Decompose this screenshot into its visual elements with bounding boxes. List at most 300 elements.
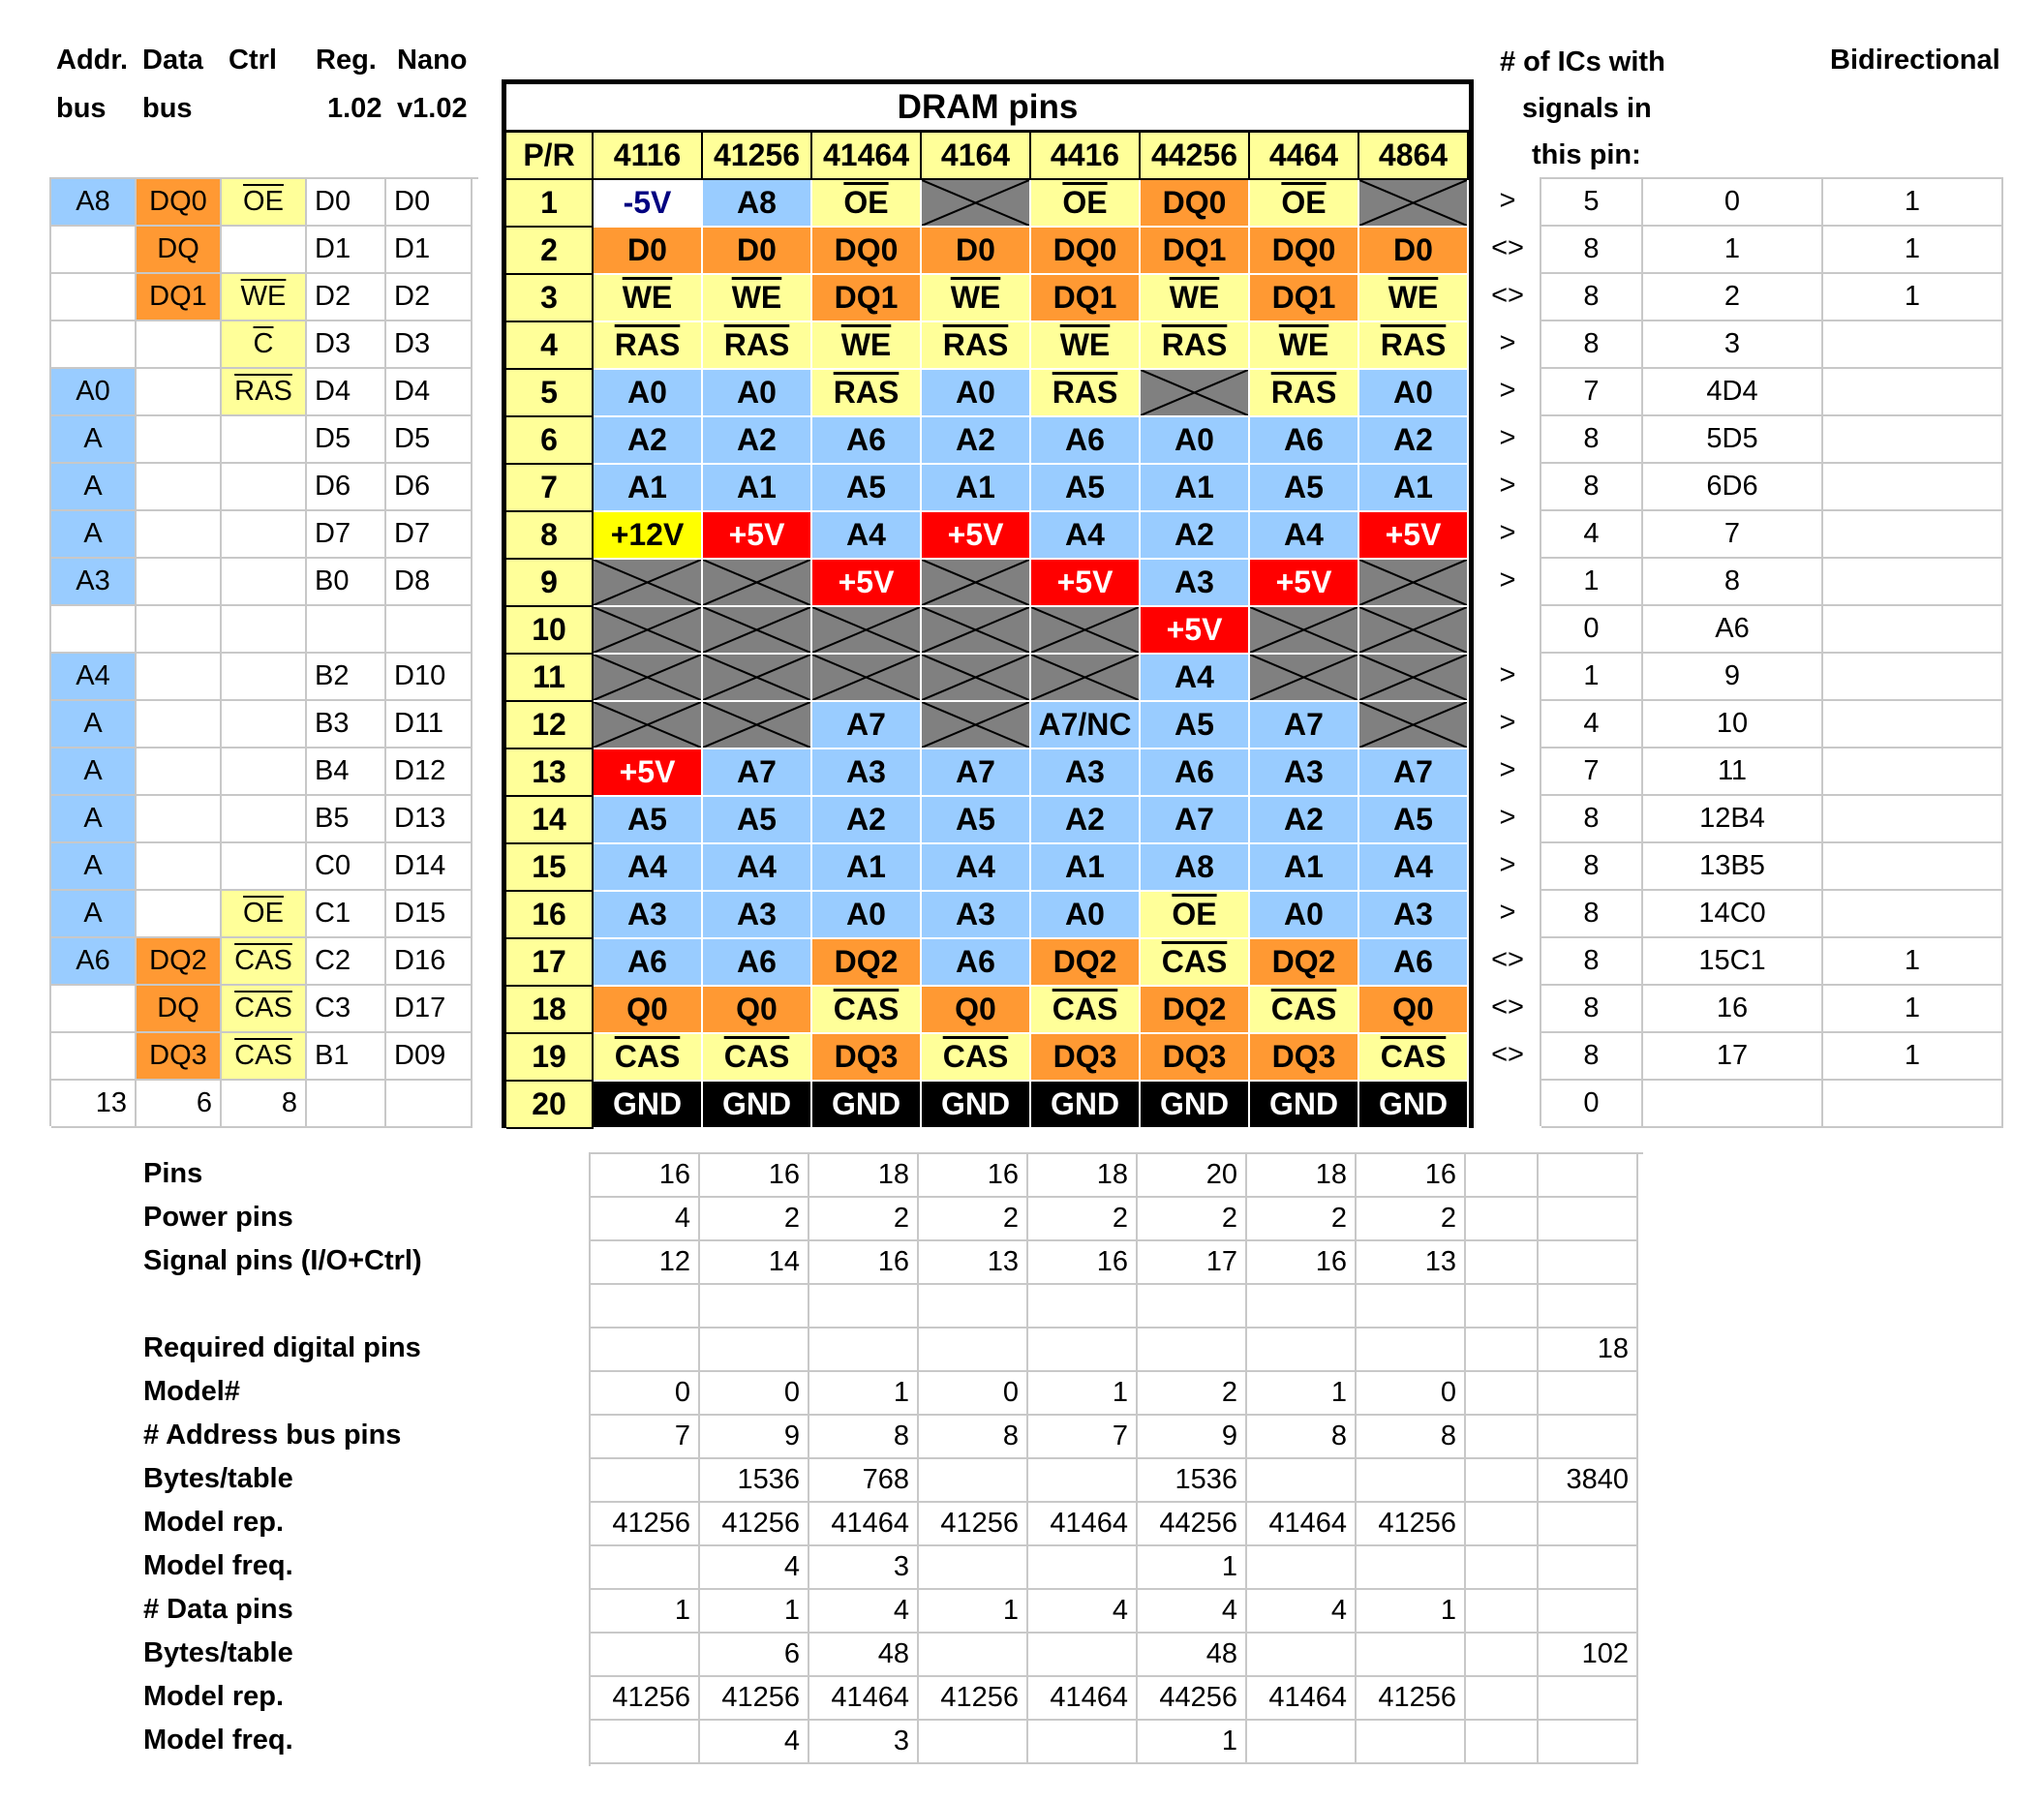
pin-signal (1359, 1034, 1469, 1082)
signal-direction-text: > (1499, 422, 1516, 453)
pin-not-connected (1359, 702, 1469, 749)
left-data-cell (137, 843, 222, 891)
right-val-cell (1643, 1033, 1823, 1081)
stats-value-cell (919, 1154, 1028, 1198)
left-addr-cell (51, 843, 137, 891)
pin-signal-text: DQ0 (834, 232, 899, 267)
col-header-41256-text: 41256 (714, 137, 800, 172)
pin-signal-text: $\overline{CAS}$ (1380, 1039, 1447, 1074)
left-addr-cell-text: A3 (76, 565, 110, 596)
pin-signal-text: A5 (627, 802, 667, 837)
right-count-cell (1541, 179, 1643, 227)
left-addr-cell (51, 1033, 137, 1081)
stats-total-cell-text: 102 (1581, 1638, 1629, 1669)
stats-value-cell (700, 1721, 809, 1764)
stats-total-cell (1539, 1372, 1638, 1416)
pin-not-connected (1031, 655, 1141, 702)
pin-signal-text: $\overline{RAS}$ (1380, 327, 1447, 362)
col-header-4864-text: 4864 (1378, 137, 1449, 172)
stats-value-cell (809, 1677, 919, 1721)
stats-value-cell (1247, 1329, 1357, 1372)
pin-number (506, 1082, 594, 1129)
stats-spacer-cell (1466, 1546, 1539, 1590)
addr-bus-header-2: bus (56, 93, 107, 124)
pin-signal-text: D0 (956, 232, 995, 267)
right-bidir-cell (1823, 986, 2003, 1033)
stats-value-cell-text: 2 (1440, 1203, 1456, 1234)
pin-number-text: 13 (532, 754, 566, 789)
stats-value-cell-text: 1 (1221, 1726, 1237, 1756)
pin-signal (922, 512, 1031, 560)
right-count-cell-text: 8 (1583, 423, 1600, 454)
pin-signal (812, 465, 922, 512)
pin-signal (922, 417, 1031, 465)
left-data-cell-text: DQ (157, 993, 199, 1023)
right-bidir-cell (1823, 416, 2003, 464)
pin-number (506, 844, 594, 892)
right-val-cell (1643, 796, 1823, 843)
right-val-cell-text: 7 (1724, 518, 1741, 549)
pin-signal-text: $\overline{RAS}$ (1052, 375, 1118, 410)
pin-not-connected (922, 560, 1031, 607)
right-val-cell-text: 15C1 (1698, 945, 1766, 976)
col-header-4464 (1250, 133, 1359, 180)
pin-signal-text: A1 (737, 470, 777, 504)
pin-signal-text: A5 (1393, 802, 1433, 837)
stats-value-cell (1138, 1459, 1247, 1503)
pin-signal (1031, 749, 1141, 797)
stats-value-cell (1028, 1241, 1138, 1285)
right-val-cell-text: 16 (1716, 993, 1749, 1023)
pin-signal-text: A7/NC (1038, 707, 1132, 742)
stats-value-cell (591, 1677, 700, 1721)
right-val-cell (1643, 559, 1823, 606)
left-ctrl-cell-text: $\overline{C}$ (253, 328, 274, 359)
pin-signal-text: $\overline{CAS}$ (942, 1039, 1009, 1074)
pin-signal (1359, 512, 1469, 560)
left-reg-cell (307, 511, 386, 559)
stats-value-cell (919, 1416, 1028, 1459)
pin-signal (1250, 1082, 1359, 1129)
pin-signal-text: DQ0 (1271, 232, 1336, 267)
stats-row-label: # Data pins (143, 1594, 293, 1625)
pin-signal (594, 797, 703, 844)
stats-total-cell (1539, 1154, 1638, 1198)
signal-direction-text: > (1499, 897, 1516, 928)
signal-direction (1474, 794, 1541, 841)
ics-header-1: # of ICs with (1500, 46, 1665, 77)
pin-number (506, 607, 594, 655)
stats-row-label: Model freq. (143, 1725, 293, 1756)
stats-value-cell (1357, 1416, 1466, 1459)
signal-direction-text: > (1499, 849, 1516, 880)
pin-signal (703, 228, 812, 275)
pin-signal-text: GND (721, 1086, 792, 1121)
right-count-cell-text: 1 (1583, 660, 1600, 691)
stats-value-cell (809, 1329, 919, 1372)
right-count-cell (1541, 843, 1643, 891)
right-ics-table (1540, 177, 2003, 1126)
stats-value-cell-text: 12 (658, 1246, 690, 1277)
pin-signal-text: +5V (1275, 565, 1332, 599)
left-nano-cell (386, 464, 473, 511)
pin-number-text: 14 (532, 802, 566, 837)
pin-signal-text: A3 (1065, 754, 1105, 789)
stats-value-cell-text: 1 (1440, 1595, 1456, 1626)
pin-number-text: 12 (532, 707, 566, 742)
dram-title-bar: DRAM pins (506, 84, 1469, 133)
pin-signal (1031, 892, 1141, 939)
left-reg-cell (307, 606, 386, 654)
right-val-cell-text: 11 (1717, 755, 1748, 786)
pin-signal (1359, 370, 1469, 417)
pin-signal (1250, 465, 1359, 512)
stats-value-cell (1247, 1198, 1357, 1241)
pin-signal (1250, 939, 1359, 987)
left-reg-cell (307, 1081, 386, 1128)
left-data-cell (137, 179, 222, 227)
right-count-cell-text: 8 (1583, 945, 1600, 976)
col-header-41256 (703, 133, 812, 180)
pin-signal-text: $\overline{WE}$ (1278, 327, 1329, 362)
stats-value-cell-text: 7 (1112, 1420, 1128, 1451)
left-nano-cell (386, 369, 473, 416)
left-nano-cell (386, 891, 473, 938)
pin-signal-text: A0 (1284, 897, 1324, 932)
pin-signal-text: $\overline{RAS}$ (1161, 327, 1228, 362)
signal-direction (1474, 414, 1541, 462)
right-val-cell (1643, 654, 1823, 701)
left-reg-cell-text: B5 (315, 803, 350, 834)
left-ctrl-cell (222, 559, 307, 606)
right-val-cell (1643, 606, 1823, 654)
reg-header-1: Reg. (316, 45, 377, 76)
pin-signal-text: A7 (846, 707, 886, 742)
pin-signal (1031, 417, 1141, 465)
pin-number-text: 2 (540, 232, 558, 267)
right-bidir-cell (1823, 274, 2003, 321)
stats-value-cell (919, 1459, 1028, 1503)
right-count-cell (1541, 891, 1643, 938)
pin-signal (594, 892, 703, 939)
left-addr-cell (51, 891, 137, 938)
stats-row-label: Power pins (143, 1202, 293, 1233)
no-connect-x-icon (922, 560, 1029, 605)
pin-signal-text: A5 (956, 802, 995, 837)
stats-value-cell-text: 1 (1112, 1377, 1128, 1408)
col-header-44256-text: 44256 (1151, 137, 1237, 172)
left-ctrl-cell (222, 179, 307, 227)
signal-direction (1474, 652, 1541, 699)
signal-direction (1474, 841, 1541, 889)
pin-signal (1141, 180, 1250, 228)
stats-spacer-cell (1466, 1154, 1539, 1198)
stats-total-cell (1539, 1634, 1638, 1677)
stats-value-cell (700, 1154, 809, 1198)
pin-signal (922, 275, 1031, 322)
no-connect-x-icon (703, 607, 810, 653)
left-data-cell-text: DQ3 (149, 1040, 207, 1071)
pin-signal-text: $\overline{OE}$ (1062, 185, 1108, 220)
pin-signal (703, 465, 812, 512)
pin-signal-text: DQ3 (1053, 1039, 1117, 1074)
stats-total-cell-text: 3840 (1566, 1464, 1629, 1495)
pin-signal (594, 844, 703, 892)
left-ctrl-cell-text: $\overline{CAS}$ (234, 993, 292, 1023)
stats-spacer-cell (1466, 1416, 1539, 1459)
stats-spacer-cell (1466, 1372, 1539, 1416)
left-ctrl-cell (222, 1033, 307, 1081)
pin-number (506, 465, 594, 512)
pin-signal (922, 1082, 1031, 1129)
pin-signal-text: GND (831, 1086, 901, 1121)
pin-signal-text: A0 (1393, 375, 1433, 410)
right-count-cell (1541, 654, 1643, 701)
right-count-cell (1541, 1033, 1643, 1081)
right-count-cell (1541, 559, 1643, 606)
stats-value-cell-text: 1536 (1175, 1464, 1237, 1495)
left-addr-cell-text: A4 (76, 660, 110, 691)
pin-not-connected (922, 702, 1031, 749)
col-header-41464 (812, 133, 922, 180)
pin-signal-text: A0 (737, 375, 777, 410)
stats-value-cell (1028, 1329, 1138, 1372)
pin-signal (812, 417, 922, 465)
pin-signal (1250, 417, 1359, 465)
left-reg-cell-text: D4 (315, 376, 351, 407)
data-bus-header-1: Data (142, 45, 203, 76)
right-bidir-cell (1823, 321, 2003, 369)
pin-signal (812, 844, 922, 892)
left-data-cell (137, 986, 222, 1033)
pin-signal (594, 749, 703, 797)
pin-signal (1031, 512, 1141, 560)
stats-value-cell (1028, 1459, 1138, 1503)
left-addr-cell-text: A (83, 423, 103, 454)
pin-signal-text: +12V (610, 517, 685, 552)
stats-value-cell-text: 16 (877, 1246, 909, 1277)
pin-signal (1359, 465, 1469, 512)
left-reg-cell (307, 416, 386, 464)
pin-number-text: 19 (532, 1039, 566, 1074)
left-ctrl-cell-text: $\overline{CAS}$ (234, 1040, 292, 1071)
right-count-cell-text: 0 (1583, 613, 1600, 644)
left-data-cell (137, 654, 222, 701)
pin-signal (1250, 797, 1359, 844)
stats-value-cell (591, 1590, 700, 1634)
right-val-cell (1643, 179, 1823, 227)
pin-signal-text: $\overline{CAS}$ (614, 1039, 681, 1074)
left-nano-cell (386, 1033, 473, 1081)
right-val-cell-text: 2 (1724, 281, 1741, 312)
stats-spacer-cell (1466, 1459, 1539, 1503)
stats-value-cell-text: 41256 (612, 1682, 690, 1713)
pin-signal-text: $\overline{CAS}$ (1161, 944, 1228, 979)
right-val-cell-text: 10 (1716, 708, 1749, 739)
stats-value-cell-text: 1 (1002, 1595, 1019, 1626)
pin-signal (1031, 180, 1141, 228)
pin-signal-text: D0 (627, 232, 667, 267)
stats-value-cell-text: 1 (1330, 1377, 1347, 1408)
pin-not-connected (922, 655, 1031, 702)
stats-value-cell-text: 2 (1330, 1203, 1347, 1234)
pin-not-connected (703, 702, 812, 749)
stats-value-cell-text: 1 (1221, 1551, 1237, 1582)
pin-number-text: 11 (533, 659, 565, 694)
pin-signal-text: $\overline{CAS}$ (1270, 992, 1337, 1026)
pin-signal (1141, 228, 1250, 275)
stats-value-cell (1357, 1154, 1466, 1198)
pin-number-text: 9 (540, 565, 558, 599)
stats-row-label: Bytes/table (143, 1637, 293, 1668)
stats-value-cell-text: 41464 (1050, 1508, 1128, 1539)
stats-value-cell-text: 2 (1112, 1203, 1128, 1234)
no-connect-x-icon (1359, 560, 1467, 605)
pin-signal (594, 512, 703, 560)
pin-signal (1141, 417, 1250, 465)
signal-direction-text: <> (1491, 232, 1524, 263)
direction-column (1474, 177, 1541, 1126)
right-bidir-cell-text: 1 (1904, 186, 1921, 217)
right-val-cell (1643, 986, 1823, 1033)
pin-number-text: 8 (540, 517, 558, 552)
right-val-cell (1643, 416, 1823, 464)
left-nano-cell-text: D10 (394, 660, 446, 691)
pin-signal (1141, 512, 1250, 560)
pin-signal-text: A5 (737, 802, 777, 837)
stats-value-cell (700, 1416, 809, 1459)
pin-not-connected (1359, 560, 1469, 607)
pin-signal (1141, 892, 1250, 939)
col-header-4864 (1359, 133, 1469, 180)
left-data-cell (137, 511, 222, 559)
addr-bus-header-1: Addr. (56, 45, 129, 76)
left-ctrl-cell (222, 843, 307, 891)
pin-signal-text: GND (1378, 1086, 1449, 1121)
pin-signal-text: A5 (1284, 470, 1324, 504)
signal-direction-text: > (1499, 707, 1516, 738)
pin-signal (922, 939, 1031, 987)
pin-signal-text: A2 (956, 422, 995, 457)
left-nano-cell (386, 416, 473, 464)
left-reg-cell-text: B2 (315, 660, 350, 691)
right-bidir-cell (1823, 843, 2003, 891)
pin-signal (812, 228, 922, 275)
left-ctrl-cell (222, 986, 307, 1033)
pin-signal (922, 987, 1031, 1034)
pin-signal (1250, 987, 1359, 1034)
stats-total-cell (1539, 1241, 1638, 1285)
pin-signal-text: A0 (846, 897, 886, 932)
left-nano-cell-text: D7 (394, 518, 431, 549)
signal-direction (1474, 509, 1541, 557)
stats-value-cell (1247, 1416, 1357, 1459)
no-connect-x-icon (812, 655, 920, 700)
stats-value-cell (591, 1198, 700, 1241)
pin-signal-text: Q0 (955, 992, 996, 1026)
left-data-cell (137, 416, 222, 464)
pin-number-text: 15 (532, 849, 566, 884)
stats-value-cell-text: 44256 (1159, 1508, 1237, 1539)
left-ctrl-cell (222, 938, 307, 986)
pin-signal-text: A6 (1175, 754, 1214, 789)
bidirectional-header: Bidirectional (1830, 45, 2000, 76)
signal-direction (1474, 320, 1541, 367)
left-addr-cell-text: A0 (76, 376, 110, 407)
pin-number-text: 10 (532, 612, 566, 647)
pin-not-connected (922, 180, 1031, 228)
pin-signal (1031, 465, 1141, 512)
stats-value-cell (1247, 1154, 1357, 1198)
pin-number-text: 18 (532, 992, 566, 1026)
pin-not-connected (703, 655, 812, 702)
pin-signal (922, 797, 1031, 844)
stats-total-cell (1539, 1590, 1638, 1634)
no-connect-x-icon (1359, 655, 1467, 700)
stats-spacer-cell (1466, 1285, 1539, 1329)
left-addr-cell (51, 796, 137, 843)
pin-signal (594, 370, 703, 417)
col-header-pr-text: P/R (523, 137, 575, 172)
left-register-table (49, 177, 478, 1126)
pin-number-text: 20 (532, 1086, 566, 1121)
left-nano-cell (386, 986, 473, 1033)
ics-header-2: signals in (1522, 93, 1652, 124)
left-nano-cell (386, 274, 473, 321)
pin-not-connected (594, 607, 703, 655)
stats-value-cell (1028, 1677, 1138, 1721)
left-reg-cell-text: C1 (315, 898, 351, 929)
left-nano-cell (386, 511, 473, 559)
pin-signal-text: DQ2 (1271, 944, 1336, 979)
pin-signal-text: DQ2 (1162, 992, 1227, 1026)
pin-signal (1141, 607, 1250, 655)
pin-not-connected (594, 655, 703, 702)
stats-value-cell (919, 1198, 1028, 1241)
stats-value-cell (1138, 1285, 1247, 1329)
stats-value-cell (700, 1372, 809, 1416)
stats-value-cell (809, 1416, 919, 1459)
stats-total-cell (1539, 1546, 1638, 1590)
pin-signal (1141, 465, 1250, 512)
stats-value-cell (1028, 1198, 1138, 1241)
col-header-41464-text: 41464 (823, 137, 909, 172)
left-reg-cell-text: B4 (315, 755, 350, 786)
left-data-cell (137, 1033, 222, 1081)
signal-direction-text: > (1499, 470, 1516, 501)
pin-signal-text: $\overline{WE}$ (731, 280, 782, 315)
pin-signal (922, 228, 1031, 275)
pin-number (506, 322, 594, 370)
pin-signal-text: A3 (956, 897, 995, 932)
pin-signal-text: $\overline{WE}$ (1059, 327, 1111, 362)
right-val-cell-text: 9 (1724, 660, 1741, 691)
pin-signal-text: Q0 (736, 992, 778, 1026)
left-addr-cell-text: A8 (76, 186, 110, 217)
pin-signal (594, 275, 703, 322)
pin-signal (1359, 275, 1469, 322)
stats-row-label: # Address bus pins (143, 1420, 402, 1451)
stats-value-cell-text: 8 (1002, 1420, 1019, 1451)
pin-signal (1141, 655, 1250, 702)
pin-signal-text: GND (1159, 1086, 1230, 1121)
left-reg-cell-text: B1 (315, 1040, 350, 1071)
pin-number-text: 7 (540, 470, 558, 504)
stats-value-cell-text: 20 (1205, 1159, 1237, 1190)
left-addr-cell (51, 701, 137, 748)
stats-spacer-cell (1466, 1590, 1539, 1634)
stats-value-cell-text: 41256 (721, 1508, 800, 1539)
